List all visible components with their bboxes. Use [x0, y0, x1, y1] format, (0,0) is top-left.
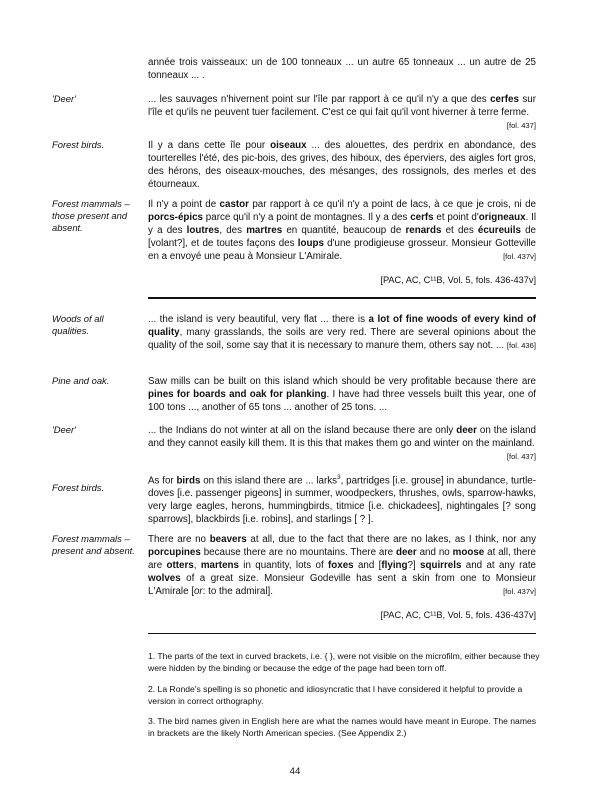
margin-note-forest-mammals-en: Forest mammals – present and absent.: [52, 533, 135, 556]
folio-ref: [fol. 437v]: [503, 587, 536, 596]
folio-ref: [fol. 436]: [506, 341, 536, 350]
english-paragraph-4: As for birds on this island there are ... larks$^3$, partridges [i.e. grouse] in abundance, turtle-doves [i.e. passenger pigeons] in summer, woodpeckers, thrushes, owls, sparrow-hawks, very large eagles, herons, hummingbirds, titmice [i.e. chickadees], nightingales [? song sparrows], blackbirds [i.e. robins], and starlings [ ? ].: [148, 474, 537, 526]
source-citation-en: [PAC, AC, C¹¹B, Vol. 5, fols. 436-437v]: [380, 610, 536, 620]
footnote-1: 1. The parts of the text in curved brackets, i.e. { }, were not visible on the microfilm, either because they were hidden by the binding or because the edge of the page had been torn off.: [148, 651, 540, 673]
english-paragraph-1: ... the island is very beautiful, very flat ... there is a lot of fine woods of every kind of quality, many grasslands, the soils are very red. There are several opinions about the quality of the soil, some say that it is necessary to manure them, others say not. ... [fol. 436]: [148, 314, 536, 351]
margin-note-deer-fr: 'Deer': [52, 93, 76, 104]
french-paragraph-3: Il y a dans cette île pour oiseaux ... des alouettes, des perdrix en abondance, des tourterelles l'été, des pic-bois, des grives, des hiboux, des éperviers, des aigles fort gros, des hérons, des oiseaux-mouches, des mésanges, des rossignols, des merles et des étourneaux.: [148, 140, 536, 190]
margin-note-forest-birds-en: Forest birds.: [52, 482, 105, 493]
margin-note-forest-birds-fr: Forest birds.: [52, 139, 105, 150]
english-paragraph-3: ... the Indians do not winter at all on the island because there are only deer on the island and they cannot easily kill them. It is this that makes them go and winter on the mainland. [fol. 437]: [148, 425, 536, 461]
english-paragraph-5: There are no beavers at all, due to the fact that there are no lakes, as I think, nor any porcupines because there are no mountains. There are deer and no moose at all, there are otters, martens in quantity, lots of foxes and [flying?] squirrels and at any rate wolves of a great size. Monsieur Godeville has sent a skin from one to Monsieur L'Amirale [or: to the admiral]. [fol. 437v]: [148, 534, 536, 597]
page-number: 44: [289, 766, 301, 777]
footnote-2: 2. La Ronde's spelling is so phonetic and idiosyncratic that I have considered it helpful to provide a version in correct orthography.: [148, 684, 523, 706]
french-paragraph-2: ... les sauvages n'hivernent point sur l'île par rapport à ce qu'il n'y a que des cerfes sur l'île et qu'ils ne peuvent tuer facilement. C'est ce qui fait qu'il vont hiverner à terre ferme. [fol. 437]: [148, 94, 536, 130]
footnote-divider: [148, 633, 536, 634]
section-divider: [148, 297, 536, 299]
source-citation-fr: [PAC, AC, C¹¹B, Vol. 5, fols. 436-437v]: [380, 275, 536, 285]
margin-note-pine-oak: Pine and oak.: [52, 375, 110, 386]
margin-note-deer-en: 'Deer': [52, 424, 76, 435]
footnote-3: 3. The bird names given in English here are what the names would have meant in Europe. The names in brackets are the likely North American species. (See Appendix 2.): [148, 716, 537, 738]
margin-note-forest-mammals-fr: Forest mammals – those present and absent.: [52, 198, 130, 233]
margin-note-woods: Woods of all qualities.: [52, 313, 104, 336]
folio-ref: [fol. 437]: [506, 121, 536, 130]
english-paragraph-2: Saw mills can be built on this island which should be very profitable because there are pines for boards and oak for planking. I have had three vessels built this year, one of 100 tons ..., another of 65 tons ... another of 25 tons. ...: [148, 376, 536, 413]
french-paragraph-1: année trois vaisseaux: un de 100 tonneaux ... un autre 65 tonneaux ... un autre de 25 tonneaux ... .: [148, 57, 536, 81]
french-paragraph-4: Il n'y a point de castor par rapport à ce qu'il n'y a point de lacs, à ce que je crois, ni de porcs-épics parce qu'il n'y a point de montagnes. Il y a des cerfs et point d'origneaux. Il y a des loutres, des martres en quantité, beaucoup de renards et des écureuils de [volant?], et de toutes façons des loups d'une prodigieuse grosseur. Monsieur Gotteville en a envoyé une peau à Monsieur L'Amirale. [fol. 437v]: [148, 199, 537, 262]
folio-ref: [fol. 437]: [506, 452, 536, 461]
folio-ref: [fol. 437v]: [503, 252, 536, 261]
